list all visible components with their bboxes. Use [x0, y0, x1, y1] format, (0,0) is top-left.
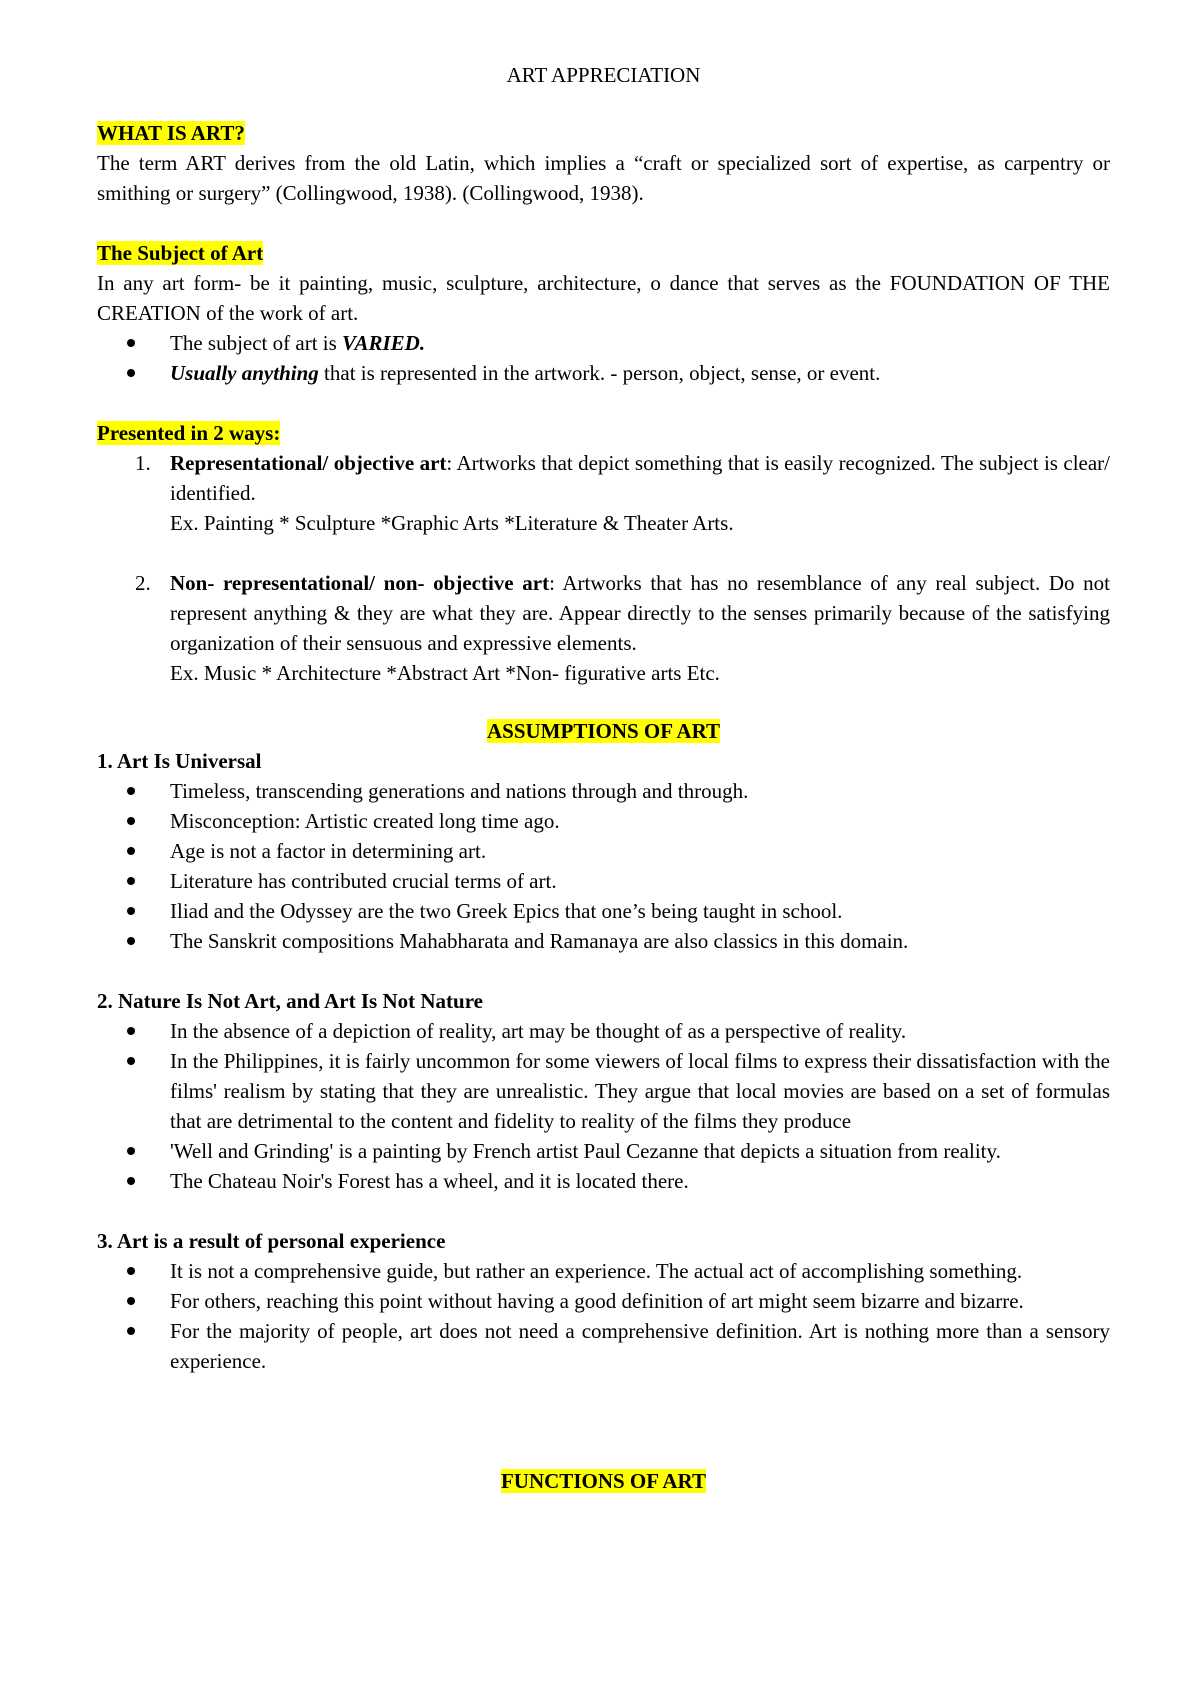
list-item: The subject of art is VARIED. [97, 328, 1110, 358]
what-is-art-text: The term ART derives from the old Latin, which implies a “craft or specialized sort of expertise, as carpentry or smithing or surgery” (Collingwood, 1938). (Collingwood, 1938). [97, 151, 1110, 205]
bullet-icon [127, 1297, 135, 1305]
bullet-icon [127, 1327, 135, 1335]
bullet-icon [127, 339, 135, 347]
list-item: Literature has contributed crucial terms of art. [97, 866, 1110, 896]
assumption-3-bullets [97, 1256, 1110, 1376]
what-is-art-heading: WHAT IS ART? [97, 121, 245, 145]
list-item: The Chateau Noir's Forest has a wheel, and it is located there. [97, 1166, 1110, 1196]
assumption-2-title: 2. Nature Is Not Art, and Art Is Not Nature [97, 989, 483, 1013]
assumption-2-bullets [97, 1016, 1110, 1196]
list-item: Iliad and the Odyssey are the two Greek Epics that one’s being taught in school. [97, 896, 1110, 926]
assumption-3-title: 3. Art is a result of personal experience [97, 1229, 446, 1253]
bullet-icon [127, 937, 135, 945]
presented-list [97, 448, 1110, 688]
bullet-icon [127, 877, 135, 885]
bullet-icon [127, 369, 135, 377]
list-item: It is not a comprehensive guide, but rather an experience. The actual act of accomplishing something. [97, 1256, 1110, 1286]
assumptions-heading: ASSUMPTIONS OF ART [486, 719, 721, 743]
bullet-icon [127, 1267, 135, 1275]
list-item: 'Well and Grinding' is a painting by French artist Paul Cezanne that depicts a situation from reality. [97, 1136, 1110, 1166]
list-item: In the Philippines, it is fairly uncommon for some viewers of local films to express their dissatisfaction with the films' realism by stating that they are unrealistic. They argue that local movies are based on a set of formulas that are detrimental to the content and fidelity to reality of the films they produce [97, 1046, 1110, 1136]
functions-heading: FUNCTIONS OF ART [500, 1469, 706, 1493]
bullet-icon [127, 1147, 135, 1155]
bullet-icon [127, 1027, 135, 1035]
list-item: 1. Representational/ objective art: Artworks that depict something that is easily recognized. The subject is clear/ identified. Ex. Painting * Sculpture *Graphic Arts *Literature & Theater Arts. [135, 451, 1111, 535]
bullet-icon [127, 907, 135, 915]
document-page [97, 60, 1110, 1496]
list-item: Misconception: Artistic created long time ago. [97, 806, 1110, 836]
list-item: The Sanskrit compositions Mahabharata and Ramanaya are also classics in this domain. [97, 926, 1110, 956]
subject-bullets [97, 328, 1110, 388]
bullet-icon [127, 817, 135, 825]
list-item: 2. Non- representational/ non- objective art: Artworks that has no resemblance of any real subject. Do not represent anything & they are what they are. Appear directly to the senses primarily because of the satisfying organization of their sensuous and expressive elements. Ex. Music * Architecture *Abstract Art *Non- figurative arts Etc. [135, 571, 1111, 685]
list-item: For others, reaching this point without having a good definition of art might seem bizarre and bizarre. [97, 1286, 1110, 1316]
list-item: For the majority of people, art does not need a comprehensive definition. Art is nothing more than a sensory experience. [97, 1316, 1110, 1376]
assumption-1-title: 1. Art Is Universal [97, 749, 262, 773]
subject-heading: The Subject of Art [97, 241, 264, 265]
list-item: Timeless, transcending generations and nations through and through. [97, 776, 1110, 806]
subject-text: In any art form- be it painting, music, sculpture, architecture, o dance that serves as the FOUNDATION OF THE CREATION of the work of art. [97, 271, 1110, 325]
list-item: In the absence of a depiction of reality, art may be thought of as a perspective of reality. [97, 1016, 1110, 1046]
bullet-icon [127, 787, 135, 795]
document-title: ART APPRECIATION [506, 63, 701, 87]
list-item: Usually anything that is represented in the artwork. - person, object, sense, or event. [97, 358, 1110, 388]
presented-heading: Presented in 2 ways: [97, 421, 281, 445]
bullet-icon [127, 847, 135, 855]
bullet-icon [127, 1177, 135, 1185]
bullet-icon [127, 1057, 135, 1065]
list-item: Age is not a factor in determining art. [97, 836, 1110, 866]
assumption-1-bullets [97, 776, 1110, 956]
